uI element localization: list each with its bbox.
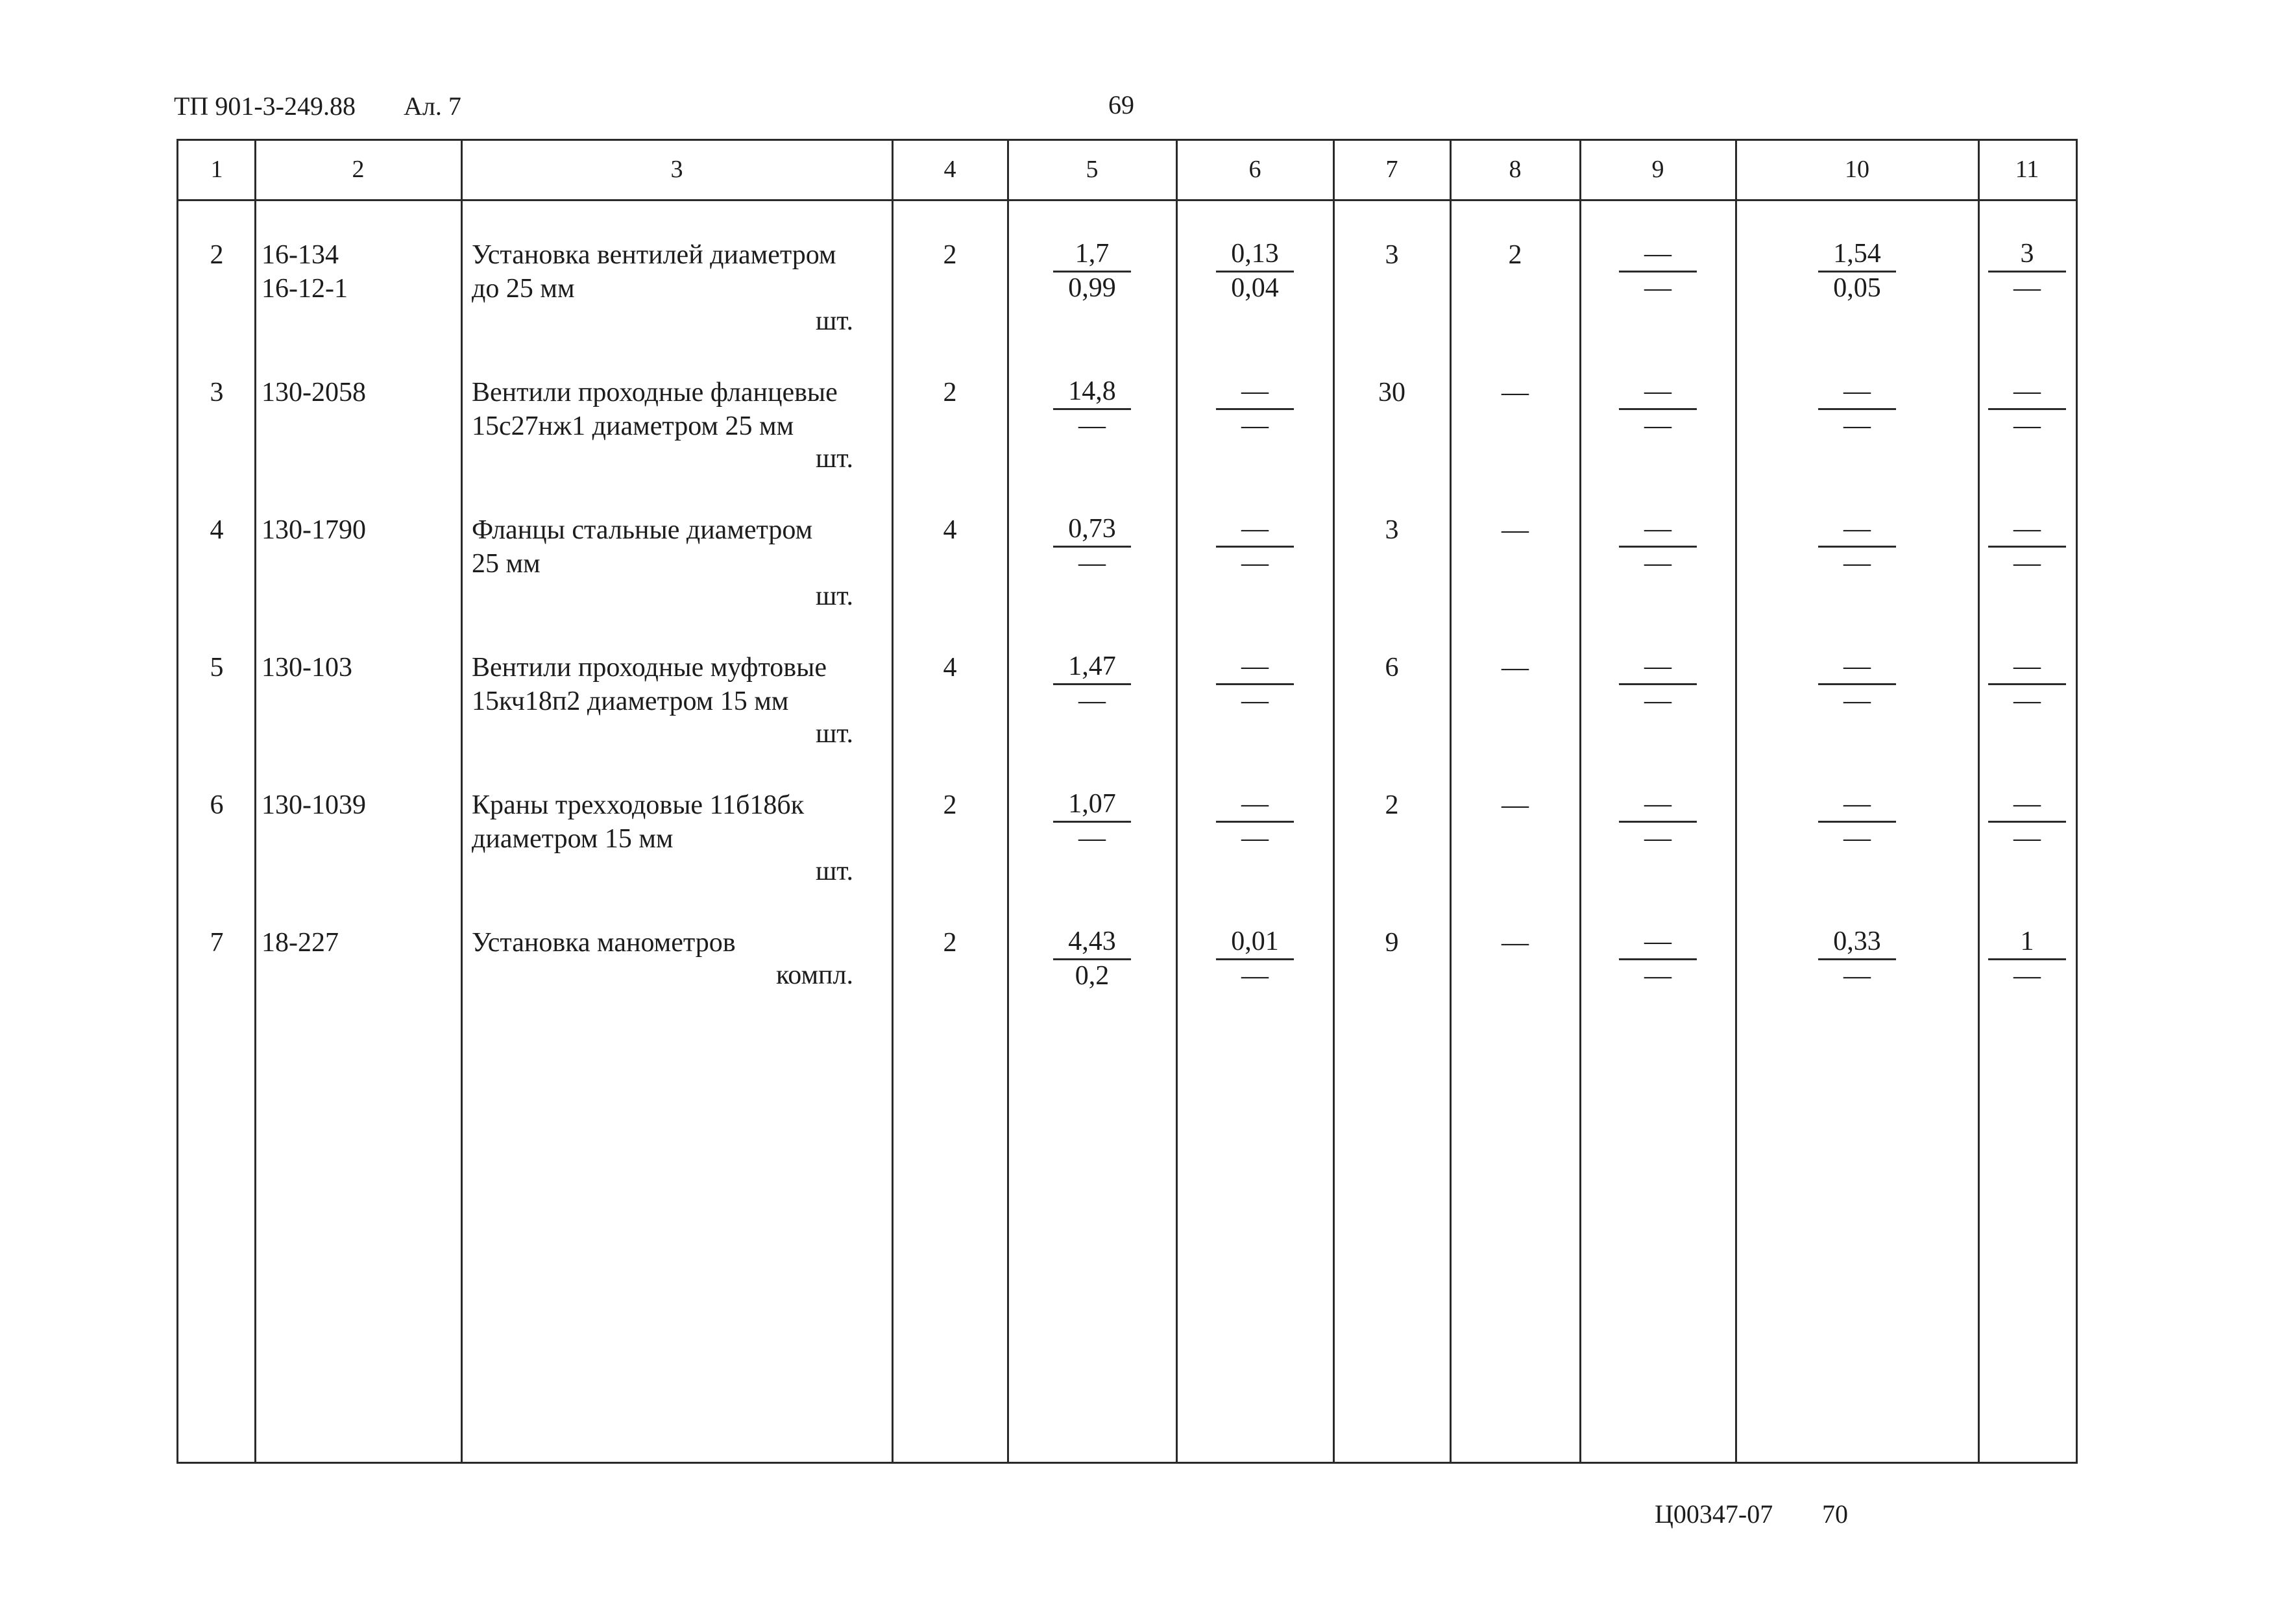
fraction-numerator: —	[1818, 376, 1896, 410]
header-divider	[178, 199, 2076, 201]
fraction-c9	[1619, 788, 1697, 854]
item-name	[472, 926, 884, 960]
column-divider	[1735, 141, 1737, 1462]
row-number: 5	[210, 653, 224, 683]
fraction-denominator: —	[1078, 686, 1106, 716]
value-c7: 3	[1385, 240, 1399, 270]
value-c7: 9	[1385, 928, 1399, 958]
fraction-c6	[1216, 651, 1294, 716]
price-code	[261, 513, 366, 547]
row-number: 3	[210, 378, 224, 407]
item-name	[472, 513, 884, 581]
fraction-denominator: —	[1078, 823, 1106, 853]
item-name-line: Установка вентилей диаметром	[472, 240, 836, 270]
fraction-denominator: —	[1644, 686, 1672, 716]
fraction-c5	[1053, 926, 1131, 991]
price-code-line: 16-12-1	[261, 274, 348, 304]
fraction-numerator: —	[1619, 238, 1697, 273]
value-c8: —	[1502, 928, 1529, 958]
price-code-line: 130-1039	[261, 790, 366, 820]
fraction-denominator: —	[1241, 961, 1269, 991]
column-header: 7	[1385, 156, 1398, 183]
fraction-c10	[1818, 238, 1896, 304]
fraction-denominator: —	[2013, 548, 2041, 578]
specification-table	[176, 139, 2078, 1464]
unit-label: шт.	[815, 306, 853, 336]
fraction-numerator: —	[1988, 376, 2066, 410]
column-header: 11	[2015, 156, 2039, 183]
fraction-c6	[1216, 376, 1294, 441]
price-code	[261, 376, 366, 409]
fraction-c11	[1988, 926, 2066, 991]
fraction-numerator: —	[1818, 513, 1896, 548]
price-code-line: 18-227	[261, 928, 339, 958]
fraction-c5	[1053, 238, 1131, 304]
unit-label: компл.	[776, 960, 853, 990]
value-c7: 30	[1378, 378, 1405, 407]
fraction-c10	[1818, 513, 1896, 579]
fraction-numerator: 4,43	[1053, 926, 1131, 960]
fraction-c5	[1053, 376, 1131, 441]
item-name-line: Краны трехходовые 11б18бк	[472, 790, 805, 820]
value-c8: —	[1502, 378, 1529, 407]
sheet-label: Ал. 7	[404, 91, 461, 121]
fraction-numerator: —	[1988, 651, 2066, 685]
fraction-c9	[1619, 376, 1697, 441]
item-name-line: Установка манометров	[472, 928, 736, 958]
item-name	[472, 376, 884, 443]
fraction-c6	[1216, 926, 1294, 991]
fraction-c11	[1988, 376, 2066, 441]
fraction-numerator: 0,13	[1216, 238, 1294, 273]
fraction-c6	[1216, 513, 1294, 579]
fraction-c5	[1053, 513, 1131, 579]
item-name-line: 25 мм	[472, 549, 541, 579]
unit-label: шт.	[815, 719, 853, 749]
fraction-c11	[1988, 513, 2066, 579]
item-name-line: Вентили проходные муфтовые	[472, 653, 827, 683]
fraction-denominator: 0,99	[1068, 273, 1116, 303]
fraction-denominator: —	[2013, 823, 2041, 853]
fraction-denominator: —	[2013, 411, 2041, 441]
quantity: 2	[943, 240, 957, 270]
column-header: 4	[943, 156, 956, 183]
fraction-numerator: —	[1818, 651, 1896, 685]
column-header: 3	[670, 156, 683, 183]
fraction-denominator: —	[1241, 686, 1269, 716]
fraction-denominator: —	[1078, 548, 1106, 578]
fraction-numerator: 1,47	[1053, 651, 1131, 685]
fraction-denominator: 0,04	[1231, 273, 1279, 303]
fraction-c9	[1619, 651, 1697, 716]
value-c7: 2	[1385, 790, 1399, 820]
fraction-c11	[1988, 788, 2066, 854]
fraction-denominator: —	[1078, 411, 1106, 441]
price-code	[261, 651, 352, 685]
value-c8: —	[1502, 790, 1529, 820]
fraction-denominator: —	[1843, 548, 1871, 578]
fraction-denominator: —	[1644, 823, 1672, 853]
value-c7: 6	[1385, 653, 1399, 683]
row-number: 7	[210, 928, 224, 958]
fraction-numerator: —	[1818, 788, 1896, 823]
fraction-numerator: —	[1988, 513, 2066, 548]
column-divider	[461, 141, 463, 1462]
footer-code: Ц00347-07	[1655, 1499, 1773, 1529]
fraction-numerator: 3	[1988, 238, 2066, 273]
column-header: 8	[1509, 156, 1522, 183]
fraction-c5	[1053, 788, 1131, 854]
fraction-c6	[1216, 788, 1294, 854]
fraction-c6	[1216, 238, 1294, 304]
column-header: 9	[1651, 156, 1664, 183]
item-name	[472, 238, 884, 306]
fraction-numerator: —	[1619, 376, 1697, 410]
fraction-c10	[1818, 651, 1896, 716]
price-code	[261, 788, 366, 822]
fraction-denominator: —	[1843, 411, 1871, 441]
fraction-numerator: —	[1988, 788, 2066, 823]
unit-label: шт.	[815, 444, 853, 474]
item-name-line: Фланцы стальные диаметром	[472, 515, 813, 545]
fraction-numerator: 1	[1988, 926, 2066, 960]
item-name-line: Вентили проходные фланцевые	[472, 378, 838, 407]
quantity: 2	[943, 378, 957, 407]
quantity: 4	[943, 653, 957, 683]
fraction-numerator: 1,07	[1053, 788, 1131, 823]
price-code-line: 16-134	[261, 240, 339, 270]
value-c8: —	[1502, 653, 1529, 683]
unit-label: шт.	[815, 581, 853, 611]
item-name-line: 15кч18п2 диаметром 15 мм	[472, 686, 789, 716]
fraction-denominator: —	[1644, 273, 1672, 303]
fraction-numerator: —	[1216, 376, 1294, 410]
fraction-numerator: —	[1216, 513, 1294, 548]
price-code	[261, 238, 348, 306]
fraction-c11	[1988, 238, 2066, 304]
page-number: 69	[1108, 90, 1134, 119]
fraction-numerator: —	[1619, 788, 1697, 823]
column-divider	[1176, 141, 1178, 1462]
row-number: 6	[210, 790, 224, 820]
fraction-denominator: —	[1644, 411, 1672, 441]
column-header: 2	[352, 156, 365, 183]
fraction-denominator: —	[2013, 273, 2041, 303]
fraction-numerator: 0,73	[1053, 513, 1131, 548]
fraction-denominator: —	[1843, 961, 1871, 991]
fraction-c10	[1818, 376, 1896, 441]
quantity: 4	[943, 515, 957, 545]
fraction-denominator: —	[1241, 823, 1269, 853]
item-name-line: до 25 мм	[472, 274, 575, 304]
document-code: ТП 901-3-249.88	[174, 91, 356, 121]
fraction-c11	[1988, 651, 2066, 716]
fraction-numerator: —	[1216, 788, 1294, 823]
value-c7: 3	[1385, 515, 1399, 545]
fraction-numerator: —	[1619, 513, 1697, 548]
fraction-numerator: 14,8	[1053, 376, 1131, 410]
fraction-denominator: —	[1843, 823, 1871, 853]
price-code-line: 130-2058	[261, 378, 366, 407]
item-name	[472, 788, 884, 856]
fraction-numerator: 1,7	[1053, 238, 1131, 273]
row-number: 2	[210, 240, 224, 270]
price-code	[261, 926, 339, 960]
item-name-line: 15с27нж1 диаметром 25 мм	[472, 411, 794, 441]
fraction-numerator: —	[1216, 651, 1294, 685]
fraction-denominator: 0,2	[1075, 961, 1110, 991]
fraction-denominator: —	[1843, 686, 1871, 716]
unit-label: шт.	[815, 856, 853, 886]
row-number: 4	[210, 515, 224, 545]
fraction-denominator: —	[1241, 411, 1269, 441]
value-c8: —	[1502, 515, 1529, 545]
value-c8: 2	[1508, 240, 1522, 270]
fraction-numerator: 0,33	[1818, 926, 1896, 960]
price-code-line: 130-103	[261, 653, 352, 683]
column-header: 1	[210, 156, 223, 183]
fraction-numerator: 1,54	[1818, 238, 1896, 273]
item-name	[472, 651, 884, 718]
fraction-c5	[1053, 651, 1131, 716]
fraction-c10	[1818, 926, 1896, 991]
quantity: 2	[943, 790, 957, 820]
fraction-c9	[1619, 238, 1697, 304]
fraction-numerator: —	[1619, 651, 1697, 685]
item-name-line: диаметром 15 мм	[472, 824, 674, 854]
fraction-numerator: —	[1619, 926, 1697, 960]
fraction-denominator: —	[2013, 961, 2041, 991]
fraction-c9	[1619, 926, 1697, 991]
fraction-c9	[1619, 513, 1697, 579]
fraction-c10	[1818, 788, 1896, 854]
column-header: 6	[1248, 156, 1261, 183]
fraction-denominator: —	[1644, 961, 1672, 991]
fraction-denominator: 0,05	[1833, 273, 1881, 303]
price-code-line: 130-1790	[261, 515, 366, 545]
quantity: 2	[943, 928, 957, 958]
fraction-denominator: —	[2013, 686, 2041, 716]
fraction-denominator: —	[1644, 548, 1672, 578]
fraction-denominator: —	[1241, 548, 1269, 578]
column-header: 10	[1845, 156, 1869, 183]
column-divider	[1978, 141, 1980, 1462]
fraction-numerator: 0,01	[1216, 926, 1294, 960]
footer-page-number: 70	[1822, 1499, 1848, 1529]
column-header: 5	[1086, 156, 1099, 183]
